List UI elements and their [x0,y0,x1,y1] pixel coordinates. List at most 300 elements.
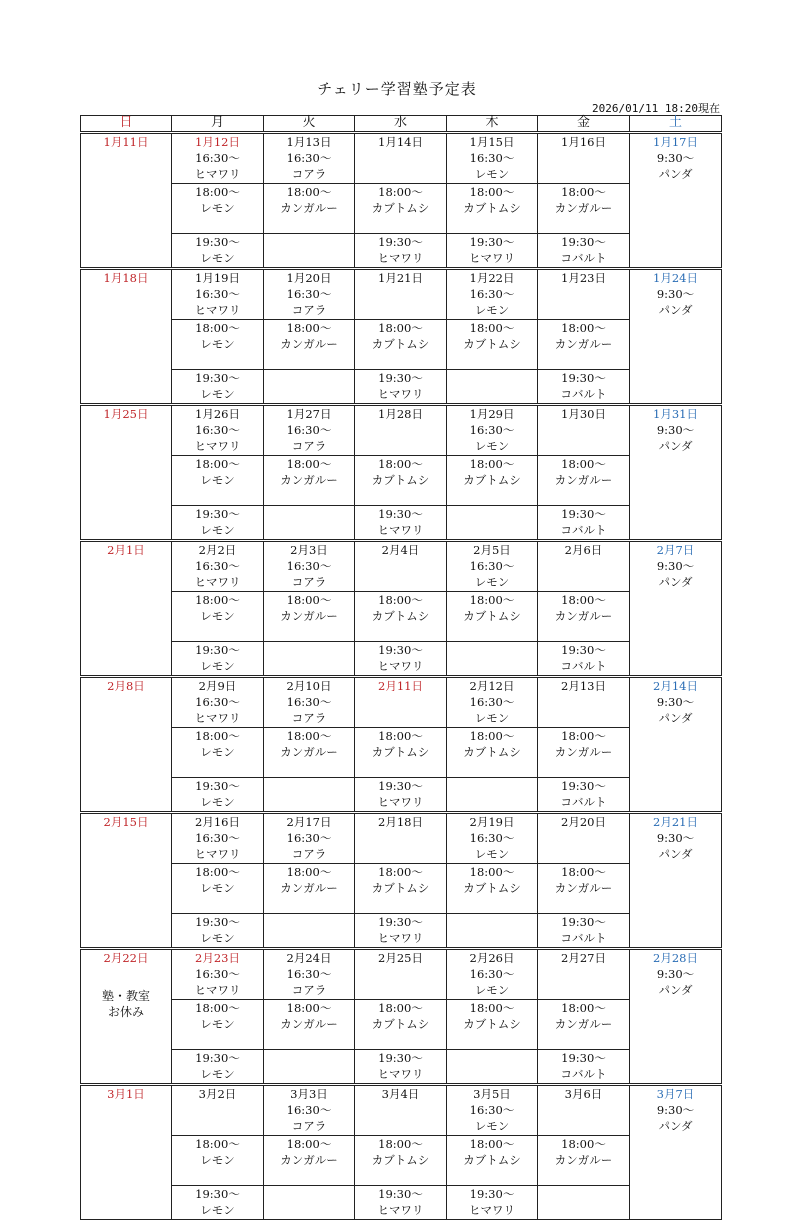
sunday-cell [81,405,172,541]
day-cell [538,677,630,728]
date-label: 2月2日 [198,543,237,557]
day-cell [172,269,264,320]
week-row [81,1000,722,1050]
class-slot-text: ヒマワリ [469,1203,515,1217]
week-row [81,778,722,813]
class-slot-text: カブトムシ [371,201,430,215]
date-label: 3月2日 [198,1087,237,1101]
class-slot-text: 18:00〜 [378,729,423,743]
slot-1800 [538,456,630,506]
week-row [81,184,722,234]
date-label: 1月12日 [195,135,240,149]
slot-1800 [447,456,538,506]
class-slot-text: 19:30〜 [378,371,423,385]
date-label: 1月31日 [653,407,698,421]
day-cell [264,269,355,320]
schedule-table [80,115,722,1220]
date-label: 1月26日 [195,407,240,421]
class-slot-text: レモン [200,387,235,401]
class-slot-text: 18:00〜 [378,1137,423,1151]
slot-1800 [172,864,264,914]
day-cell [172,677,264,728]
day-cell [355,541,447,592]
day-cell [264,541,355,592]
slot-1930 [172,506,264,541]
class-slot-text: 19:30〜 [561,643,606,657]
weekday-mon: 月 [172,116,264,133]
week-row [81,456,722,506]
date-label: 3月5日 [473,1087,511,1101]
day-cell [447,541,538,592]
date-label: 2月12日 [469,679,515,693]
class-slot-text: 18:00〜 [286,729,332,743]
class-slot-text: カンガルー [554,473,613,487]
class-slot-text: レモン [474,711,510,725]
slot-1800 [264,1136,355,1186]
class-slot-text: コバルト [560,251,607,265]
week-row [81,370,722,405]
class-slot-text: 18:00〜 [561,729,606,743]
class-slot-text: 18:00〜 [378,457,423,471]
class-slot-text: 18:00〜 [469,1137,515,1151]
date-label: 2月1日 [107,543,145,557]
slot-1800 [538,320,630,370]
class-slot-text: ヒマワリ [377,1067,424,1081]
class-slot-text: 16:30〜 [195,287,240,301]
class-slot-text: 18:00〜 [286,593,332,607]
class-slot-text: 18:00〜 [195,1137,240,1151]
class-slot-text: 18:00〜 [286,1137,332,1151]
slot-1800 [447,1136,538,1186]
weekday-sun: 日 [81,116,172,133]
saturday-cell [630,541,722,677]
slot-1800 [355,456,447,506]
day-cell [355,677,447,728]
slot-1930 [538,234,630,269]
slot-1930 [355,506,447,541]
slot-1930 [447,506,538,541]
day-cell [538,405,630,456]
class-slot-text: 18:00〜 [195,865,240,879]
day-cell [264,677,355,728]
class-slot-text: 19:30〜 [195,915,240,929]
week-row [81,1186,722,1220]
date-label: 2月13日 [561,679,606,693]
class-slot-text: カンガルー [280,201,338,215]
slot-1930 [172,778,264,813]
class-slot-text: パンダ [658,575,693,589]
weekday-thu: 木 [447,116,538,133]
class-slot-text: カブトムシ [463,337,521,351]
class-slot-text: カブトムシ [371,881,430,895]
date-label: 2月26日 [469,951,515,965]
class-slot-text: カンガルー [554,201,613,215]
class-slot-text: レモン [200,1153,235,1167]
slot-1930 [355,1186,447,1220]
slot-1800 [264,728,355,778]
class-slot-text: 16:30〜 [195,695,240,709]
slot-1800 [355,1000,447,1050]
class-slot-text: ヒマワリ [377,251,424,265]
class-slot-text: 18:00〜 [469,185,515,199]
class-slot-text: レモン [200,795,235,809]
day-cell [538,813,630,864]
class-slot-text: レモン [200,201,235,215]
day-cell [355,813,447,864]
class-slot-text: 16:30〜 [286,967,332,981]
class-slot-text: 16:30〜 [286,695,332,709]
date-label: 2月10日 [286,679,332,693]
page-title: チェリー学習塾予定表 [317,80,477,98]
slot-1930 [264,778,355,813]
class-slot-text: コバルト [560,659,607,673]
day-cell [172,1085,264,1136]
class-slot-text: 19:30〜 [561,1051,606,1065]
class-slot-text: カブトムシ [463,473,521,487]
class-slot-text: レモン [200,1067,235,1081]
class-slot-text: 16:30〜 [469,967,515,981]
class-slot-text: カンガルー [280,609,338,623]
date-label: 2月27日 [561,951,606,965]
class-slot-text: コアラ [291,983,327,997]
class-slot-text: 9:30〜 [656,559,695,573]
slot-1930 [264,234,355,269]
class-slot-text: パンダ [658,847,693,861]
date-label: 2月14日 [653,679,698,693]
class-slot-text: パンダ [658,1119,693,1133]
class-slot-text: カブトムシ [463,201,521,215]
class-slot-text: カンガルー [280,473,338,487]
class-slot-text: 18:00〜 [469,865,515,879]
class-slot-text: ヒマワリ [377,659,424,673]
slot-1800 [355,320,447,370]
class-slot-text: カブトムシ [371,1153,430,1167]
slot-1800 [538,184,630,234]
class-slot-text: パンダ [658,167,693,181]
saturday-cell [630,269,722,405]
day-cell [172,133,264,184]
class-slot-text: パンダ [658,983,693,997]
date-label: 2月15日 [103,815,149,829]
slot-1800 [264,456,355,506]
date-label: 2月6日 [564,543,603,557]
day-cell [355,949,447,1000]
week-row [81,405,722,456]
class-slot-text: カンガルー [280,881,338,895]
date-label: 1月29日 [469,407,515,421]
slot-1800 [172,728,264,778]
date-label: 2月20日 [561,815,606,829]
day-cell [264,133,355,184]
class-slot-text: レモン [474,847,510,861]
class-slot-text: レモン [200,1017,235,1031]
day-cell [172,813,264,864]
slot-1930 [172,234,264,269]
slot-1930 [355,234,447,269]
slot-1800 [538,1000,630,1050]
class-slot-text: 19:30〜 [561,779,606,793]
slot-1930 [538,642,630,677]
class-slot-text: レモン [200,745,235,759]
day-cell [264,813,355,864]
class-slot-text: 9:30〜 [656,831,695,845]
sunday-cell [81,813,172,949]
class-slot-text: レモン [200,881,235,895]
date-label: 2月7日 [656,543,695,557]
class-slot-text: 18:00〜 [378,321,423,335]
date-label: 2月19日 [469,815,515,829]
weekday-wed: 水 [355,116,447,133]
day-cell [355,405,447,456]
class-slot-text: 19:30〜 [378,1051,423,1065]
saturday-cell [630,1085,722,1220]
closed-note [81,988,171,1020]
class-slot-text: ヒマワリ [377,931,424,945]
note-line: 塾・教室 [101,989,150,1003]
date-label: 2月21日 [653,815,698,829]
saturday-cell [630,405,722,541]
class-slot-text: 18:00〜 [378,865,423,879]
date-label: 3月7日 [656,1087,695,1101]
day-cell [447,405,538,456]
week-row [81,320,722,370]
slot-1930 [538,1186,630,1220]
class-slot-text: レモン [200,931,235,945]
week-row [81,677,722,728]
week-row [81,541,722,592]
day-cell [538,1085,630,1136]
date-label: 1月19日 [195,271,240,285]
slot-1930 [172,642,264,677]
class-slot-text: レモン [200,523,235,537]
class-slot-text: 16:30〜 [469,423,515,437]
slot-1930 [447,1050,538,1085]
class-slot-text: 16:30〜 [469,695,515,709]
class-slot-text: 18:00〜 [469,457,515,471]
slot-1930 [264,1186,355,1220]
slot-1930 [172,914,264,949]
week-row [81,1085,722,1136]
day-cell [447,949,538,1000]
class-slot-text: 18:00〜 [286,185,332,199]
class-slot-text: パンダ [658,439,693,453]
class-slot-text: コバルト [560,795,607,809]
slot-1930 [355,642,447,677]
date-label: 1月18日 [103,271,149,285]
week-row [81,269,722,320]
slot-1930 [264,1050,355,1085]
class-slot-text: 18:00〜 [195,1001,240,1015]
class-slot-text: 18:00〜 [561,593,606,607]
class-slot-text: 19:30〜 [195,235,240,249]
class-slot-text: 18:00〜 [195,593,240,607]
class-slot-text: 16:30〜 [286,287,332,301]
class-slot-text: 18:00〜 [286,321,332,335]
class-slot-text: 16:30〜 [469,831,515,845]
class-slot-text: レモン [200,251,235,265]
slot-1930 [264,506,355,541]
day-cell [172,541,264,592]
week-row [81,133,722,184]
class-slot-text: ヒマワリ [469,251,515,265]
day-cell [355,1085,447,1136]
date-label: 1月22日 [469,271,515,285]
slot-1930 [264,370,355,405]
class-slot-text: 19:30〜 [195,779,240,793]
class-slot-text: カブトムシ [371,745,430,759]
slot-1800 [264,1000,355,1050]
date-label: 3月6日 [564,1087,603,1101]
class-slot-text: 16:30〜 [469,151,515,165]
class-slot-text: 9:30〜 [656,287,695,301]
class-slot-text: 19:30〜 [561,371,606,385]
class-slot-text: カブトムシ [371,473,430,487]
class-slot-text: 16:30〜 [286,151,332,165]
class-slot-text: 16:30〜 [286,423,332,437]
class-slot-text: カブトムシ [371,609,430,623]
date-label: 3月3日 [290,1087,328,1101]
slot-1800 [355,864,447,914]
class-slot-text: ヒマワリ [194,167,241,181]
class-slot-text: カンガルー [280,337,338,351]
date-label: 1月20日 [286,271,332,285]
day-cell [447,677,538,728]
slot-1800 [355,184,447,234]
weekday-header-row [81,116,722,133]
day-cell [172,949,264,1000]
class-slot-text: コバルト [560,1067,607,1081]
class-slot-text: レモン [474,575,510,589]
class-slot-text: 18:00〜 [195,185,240,199]
date-label: 1月13日 [286,135,332,149]
date-label: 2月25日 [378,951,423,965]
class-slot-text: 18:00〜 [378,593,423,607]
class-slot-text: ヒマワリ [194,303,241,317]
class-slot-text: 19:30〜 [378,779,423,793]
class-slot-text: 18:00〜 [561,865,606,879]
day-cell [264,405,355,456]
week-row [81,506,722,541]
class-slot-text: レモン [474,303,510,317]
class-slot-text: カンガルー [554,881,613,895]
week-row [81,914,722,949]
class-slot-text: レモン [474,983,510,997]
date-label: 2月16日 [195,815,240,829]
class-slot-text: ヒマワリ [377,1203,424,1217]
class-slot-text: ヒマワリ [377,387,424,401]
saturday-cell [630,677,722,813]
sunday-cell [81,949,172,1085]
class-slot-text: レモン [200,473,235,487]
weekday-tue: 火 [264,116,355,133]
date-label: 1月25日 [103,407,149,421]
weekday-sat: 土 [630,116,722,133]
class-slot-text: カブトムシ [463,881,521,895]
slot-1930 [172,1050,264,1085]
slot-1800 [264,320,355,370]
date-label: 1月16日 [561,135,606,149]
class-slot-text: レモン [474,167,510,181]
day-cell [447,269,538,320]
class-slot-text: レモン [200,659,235,673]
date-label: 3月1日 [107,1087,145,1101]
class-slot-text: コバルト [560,523,607,537]
class-slot-text: 16:30〜 [286,559,332,573]
slot-1930 [538,914,630,949]
slot-1800 [447,320,538,370]
class-slot-text: 16:30〜 [286,831,332,845]
class-slot-text: カンガルー [554,745,613,759]
date-label: 1月11日 [103,135,149,149]
class-slot-text: コアラ [291,1119,327,1133]
day-cell [355,133,447,184]
class-slot-text: パンダ [658,303,693,317]
slot-1930 [447,778,538,813]
class-slot-text: 19:30〜 [378,1187,423,1201]
class-slot-text: ヒマワリ [377,523,424,537]
class-slot-text: 16:30〜 [195,423,240,437]
slot-1930 [538,506,630,541]
class-slot-text: 18:00〜 [286,865,332,879]
date-label: 2月28日 [653,951,698,965]
class-slot-text: コアラ [291,167,327,181]
slot-1930 [355,778,447,813]
week-row [81,813,722,864]
date-label: 1月30日 [561,407,606,421]
slot-1800 [172,1000,264,1050]
date-label: 1月23日 [561,271,606,285]
class-slot-text: カブトムシ [463,1017,521,1031]
class-slot-text: ヒマワリ [194,847,241,861]
date-label: 1月15日 [469,135,515,149]
slot-1930 [538,370,630,405]
class-slot-text: 18:00〜 [195,457,240,471]
week-row [81,642,722,677]
class-slot-text: 18:00〜 [378,1001,423,1015]
timestamp: 2026/01/11 18:20現在 [592,102,720,115]
class-slot-text: 18:00〜 [561,457,606,471]
class-slot-text: 19:30〜 [195,1051,240,1065]
date-label: 1月14日 [378,135,423,149]
slot-1800 [355,1136,447,1186]
slot-1930 [447,370,538,405]
class-slot-text: 9:30〜 [656,1103,695,1117]
slot-1800 [355,592,447,642]
week-row [81,728,722,778]
slot-1930 [355,370,447,405]
class-slot-text: 18:00〜 [469,321,515,335]
date-label: 1月27日 [286,407,332,421]
saturday-cell [630,949,722,1085]
class-slot-text: カンガルー [554,337,613,351]
date-label: 2月8日 [107,679,145,693]
date-label: 2月3日 [290,543,328,557]
class-slot-text: カンガルー [280,1153,338,1167]
class-slot-text: 18:00〜 [286,1001,332,1015]
class-slot-text: レモン [200,1203,235,1217]
class-slot-text: コバルト [560,387,607,401]
class-slot-text: カブトムシ [371,1017,430,1031]
slot-1930 [447,914,538,949]
saturday-cell [630,133,722,269]
class-slot-text: 19:30〜 [378,507,423,521]
date-label: 1月21日 [378,271,423,285]
slot-1800 [172,184,264,234]
slot-1800 [355,728,447,778]
slot-1930 [264,642,355,677]
day-cell [355,269,447,320]
slot-1800 [447,1000,538,1050]
